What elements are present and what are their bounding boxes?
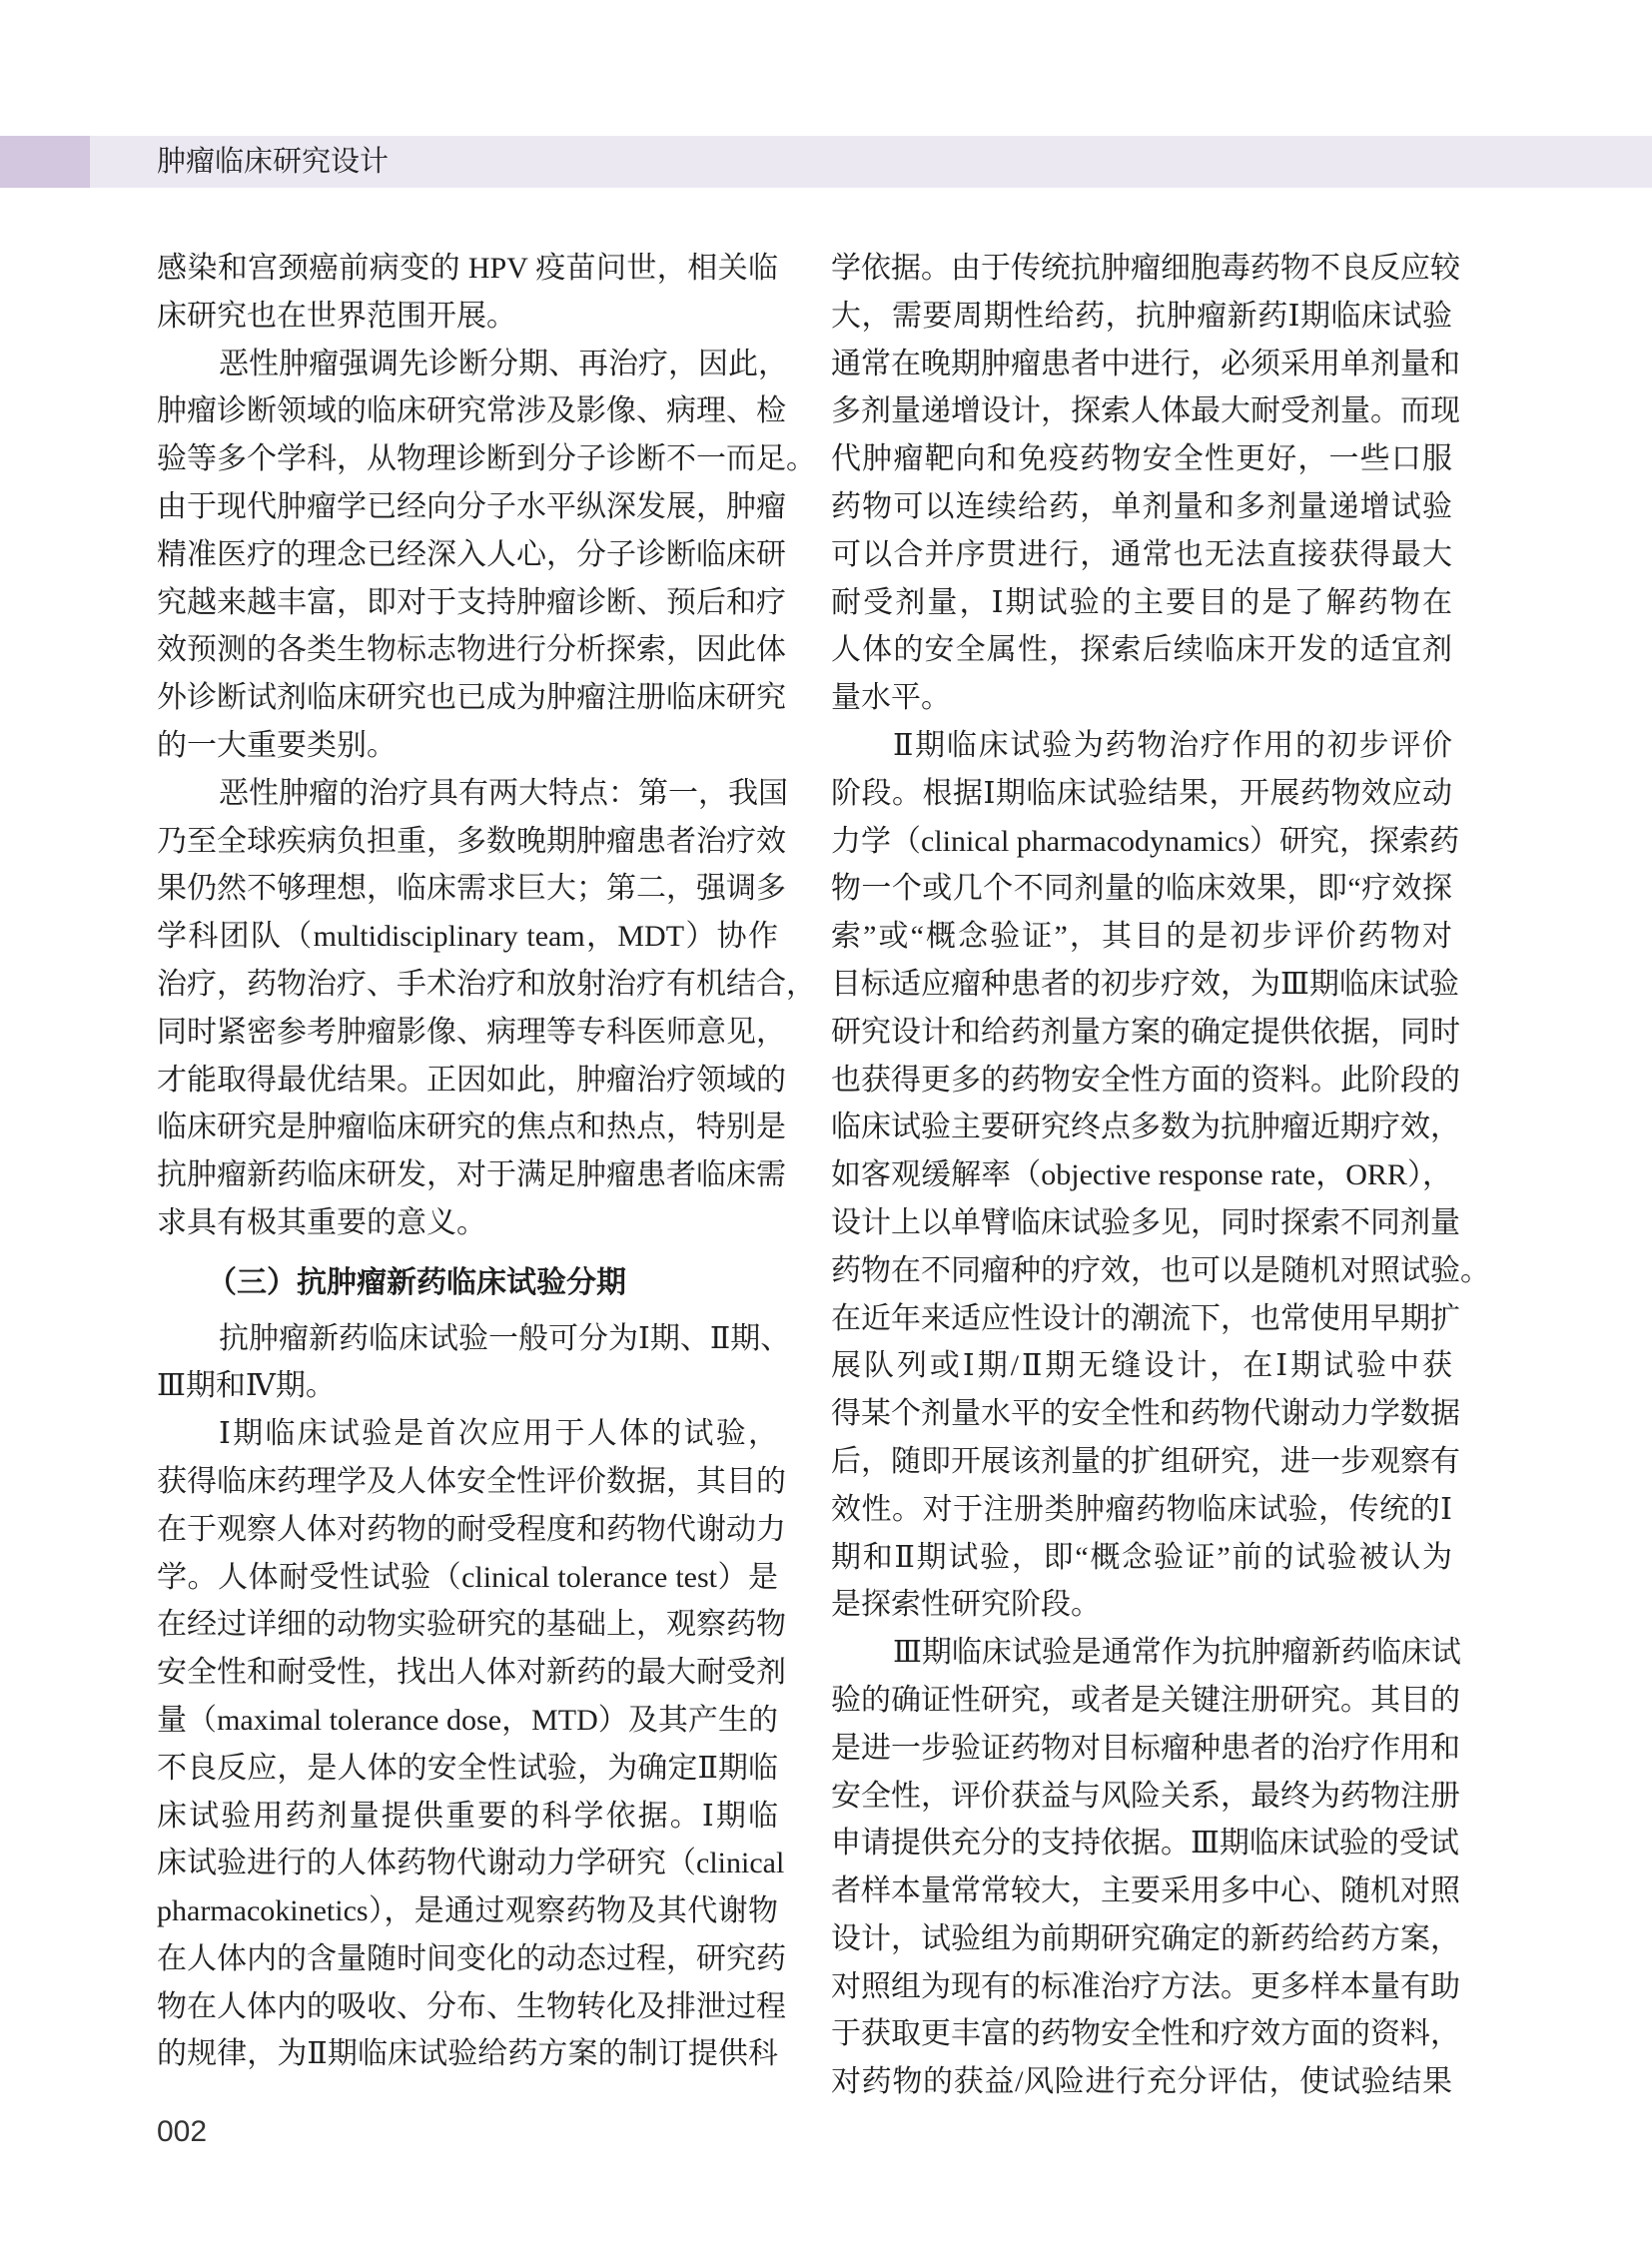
text-line: 验的确证性研究，或者是关键注册研究。其目的 (831, 1683, 1460, 1717)
text-line: 不良反应，是人体的安全性试验，为确定Ⅱ期临 (157, 1751, 778, 1785)
text-line: Ⅰ期临床试验是首次应用于人体的试验， (219, 1417, 778, 1451)
text-line: 安全性和耐受性，找出人体对新药的最大耐受剂 (157, 1656, 786, 1690)
text-line: 也获得更多的药物安全性方面的资料。此阶段的 (831, 1063, 1460, 1097)
text-line: 究越来越丰富，即对于支持肿瘤诊断、预后和疗 (157, 585, 786, 619)
text-line: 效预测的各类生物标志物进行分析探索，因此体 (157, 633, 786, 667)
paragraph (157, 1410, 786, 2078)
text-line: 在人体内的含量随时间变化的动态过程，研究药 (157, 1941, 786, 1975)
text-line: 治疗，药物治疗、手术治疗和放射治疗有机结合， (157, 967, 816, 1001)
text-line: 人体的安全属性，探索后续临床开发的适宜剂 (831, 633, 1452, 667)
text-line: 在经过详细的动物实验研究的基础上，观察药物 (157, 1608, 786, 1642)
paragraph (831, 245, 1460, 722)
text-line: 恶性肿瘤强调先诊断分期、再治疗，因此， (219, 347, 788, 380)
text-line: 由于现代肿瘤学已经向分子水平纵深发展，肿瘤 (157, 489, 786, 523)
text-line: 设计，试验组为前期研究确定的新药给药方案， (831, 1921, 1460, 1955)
text-line: 是探索性研究阶段。 (831, 1588, 1101, 1622)
text-line: 临床试验主要研究终点多数为抗肿瘤近期疗效， (831, 1111, 1460, 1144)
text-line: 大，需要周期性给药，抗肿瘤新药Ⅰ期临床试验 (831, 299, 1452, 333)
text-line: 药物可以连续给药，单剂量和多剂量递增试验 (831, 489, 1452, 523)
text-line: 同时紧密参考肿瘤影像、病理等专科医师意见， (157, 1015, 786, 1049)
left-column (157, 245, 816, 2078)
text-line: 于获取更丰富的药物安全性和疗效方面的资料， (831, 2017, 1460, 2051)
text-line: 验等多个学科，从物理诊断到分子诊断不一而足。 (157, 442, 816, 476)
text-line: 临床研究是肿瘤临床研究的焦点和热点，特别是 (157, 1111, 786, 1144)
text-line: 精准医疗的理念已经深入人心，分子诊断临床研 (157, 537, 786, 571)
text-line: 获得临床药理学及人体安全性评价数据，其目的 (157, 1464, 786, 1498)
text-line: 耐受剂量，Ⅰ期试验的主要目的是了解药物在 (831, 585, 1452, 619)
text-line: 代肿瘤靶向和免疫药物安全性更好，一些口服 (831, 442, 1452, 476)
paragraph (831, 1629, 1461, 2106)
text-line: 是进一步验证药物对目标瘤种患者的治疗作用和 (831, 1731, 1460, 1765)
paragraph (157, 341, 816, 770)
text-line: 物一个或几个不同剂量的临床效果，即“疗效探 (831, 872, 1452, 906)
text-line: 乃至全球疾病负担重，多数晚期肿瘤患者治疗效 (157, 824, 786, 858)
text-line: 对药物的获益/风险进行充分评估，使试验结果 (831, 2065, 1452, 2099)
text-line: pharmacokinetics），是通过观察药物及其代谢物 (157, 1894, 778, 1928)
text-line: 学科团队（multidisciplinary team，MDT）协作 (157, 920, 778, 954)
paragraph (157, 245, 778, 341)
text-line: 物在人体内的吸收、分布、生物转化及排泄过程 (157, 1989, 786, 2023)
right-column (831, 245, 1490, 2106)
text-line: 才能取得最优结果。正因如此，肿瘤治疗领域的 (157, 1063, 786, 1097)
text-line: Ⅱ期临床试验为药物治疗作用的初步评价 (893, 728, 1452, 762)
text-line: 设计上以单臂临床试验多见，同时探索不同剂量 (831, 1205, 1460, 1239)
text-line: Ⅲ期临床试验是通常作为抗肿瘤新药临床试 (893, 1636, 1461, 1670)
text-line: 肿瘤诊断领域的临床研究常涉及影像、病理、检 (157, 394, 786, 428)
text-line: 效性。对于注册类肿瘤药物临床试验，传统的Ⅰ (831, 1492, 1452, 1526)
text-line: 研究设计和给药剂量方案的确定提供依据，同时 (831, 1015, 1460, 1049)
text-line: 通常在晚期肿瘤患者中进行，必须采用单剂量和 (831, 347, 1460, 380)
header-title: 肿瘤临床研究设计 (157, 146, 390, 178)
text-line: 床试验用药剂量提供重要的科学依据。Ⅰ期临 (157, 1799, 778, 1833)
text-line: 床试验进行的人体药物代谢动力学研究（clinical (157, 1847, 785, 1880)
text-line: 安全性，评价获益与风险关系，最终为药物注册 (831, 1779, 1460, 1813)
text-line: 外诊断试剂临床研究也已成为肿瘤注册临床研究 (157, 681, 786, 715)
text-line: 抗肿瘤新药临床试验一般可分为Ⅰ期、Ⅱ期、 (219, 1321, 791, 1355)
text-line: 床研究也在世界范围开展。 (157, 299, 516, 333)
text-line: 量（maximal tolerance dose，MTD）及其产生的 (157, 1703, 778, 1737)
text-line: 在近年来适应性设计的潮流下，也常使用早期扩 (831, 1301, 1460, 1335)
page-number: 002 (157, 2115, 208, 2148)
text-line: 力学（clinical pharmacodynamics）研究，探索药 (831, 824, 1460, 858)
text-line: 的一大重要类别。 (157, 728, 397, 762)
text-line: 恶性肿瘤的治疗具有两大特点：第一，我国 (219, 776, 788, 810)
paragraph (831, 722, 1490, 1629)
section-heading: （三）抗肿瘤新药临床试验分期 (207, 1265, 626, 1299)
text-line: 索”或“概念验证”，其目的是初步评价药物对 (831, 920, 1452, 954)
header-accent-block (0, 136, 90, 188)
text-line: 多剂量递增设计，探索人体最大耐受剂量。而现 (831, 394, 1460, 428)
text-line: 后，随即开展该剂量的扩组研究，进一步观察有 (831, 1444, 1460, 1478)
text-line: 者样本量常常较大，主要采用多中心、随机对照 (831, 1874, 1460, 1908)
text-line: 在于观察人体对药物的耐受程度和药物代谢动力 (157, 1512, 786, 1546)
text-line: 求具有极其重要的意义。 (157, 1205, 486, 1239)
running-header (0, 136, 1652, 188)
text-line: 抗肿瘤新药临床研发，对于满足肿瘤患者临床需 (157, 1158, 786, 1192)
text-line: 阶段。根据Ⅰ期临床试验结果，开展药物效应动 (831, 776, 1452, 810)
text-line: Ⅲ期和Ⅳ期。 (157, 1369, 336, 1403)
text-line: 目标适应瘤种患者的初步疗效，为Ⅲ期临床试验 (831, 967, 1459, 1001)
text-line: 对照组为现有的标准治疗方法。更多样本量有助 (831, 1969, 1460, 2003)
paragraph (157, 1315, 791, 1411)
text-line: 展队列或Ⅰ期/Ⅱ期无缝设计，在Ⅰ期试验中获 (831, 1349, 1452, 1383)
text-line: 学依据。由于传统抗肿瘤细胞毒药物不良反应较 (831, 252, 1460, 285)
text-line: 可以合并序贯进行，通常也无法直接获得最大 (831, 537, 1452, 571)
text-line: 得某个剂量水平的安全性和药物代谢动力学数据 (831, 1397, 1460, 1431)
text-line: 期和Ⅱ期试验，即“概念验证”前的试验被认为 (831, 1540, 1452, 1574)
text-line: 量水平。 (831, 681, 951, 715)
text-line: 果仍然不够理想，临床需求巨大；第二，强调多 (157, 872, 786, 906)
text-line: 感染和宫颈癌前病变的 HPV 疫苗问世，相关临 (157, 252, 778, 285)
text-line: 药物在不同瘤种的疗效，也可以是随机对照试验。 (831, 1253, 1490, 1287)
text-line: 如客观缓解率（objective response rate，ORR）， (831, 1158, 1452, 1192)
paragraph (157, 770, 816, 1247)
text-line: 学。人体耐受性试验（clinical tolerance test）是 (157, 1560, 778, 1594)
text-line: 的规律，为Ⅱ期临床试验给药方案的制订提供科 (157, 2037, 778, 2071)
text-line: 申请提供充分的支持依据。Ⅲ期临床试验的受试 (831, 1827, 1459, 1861)
